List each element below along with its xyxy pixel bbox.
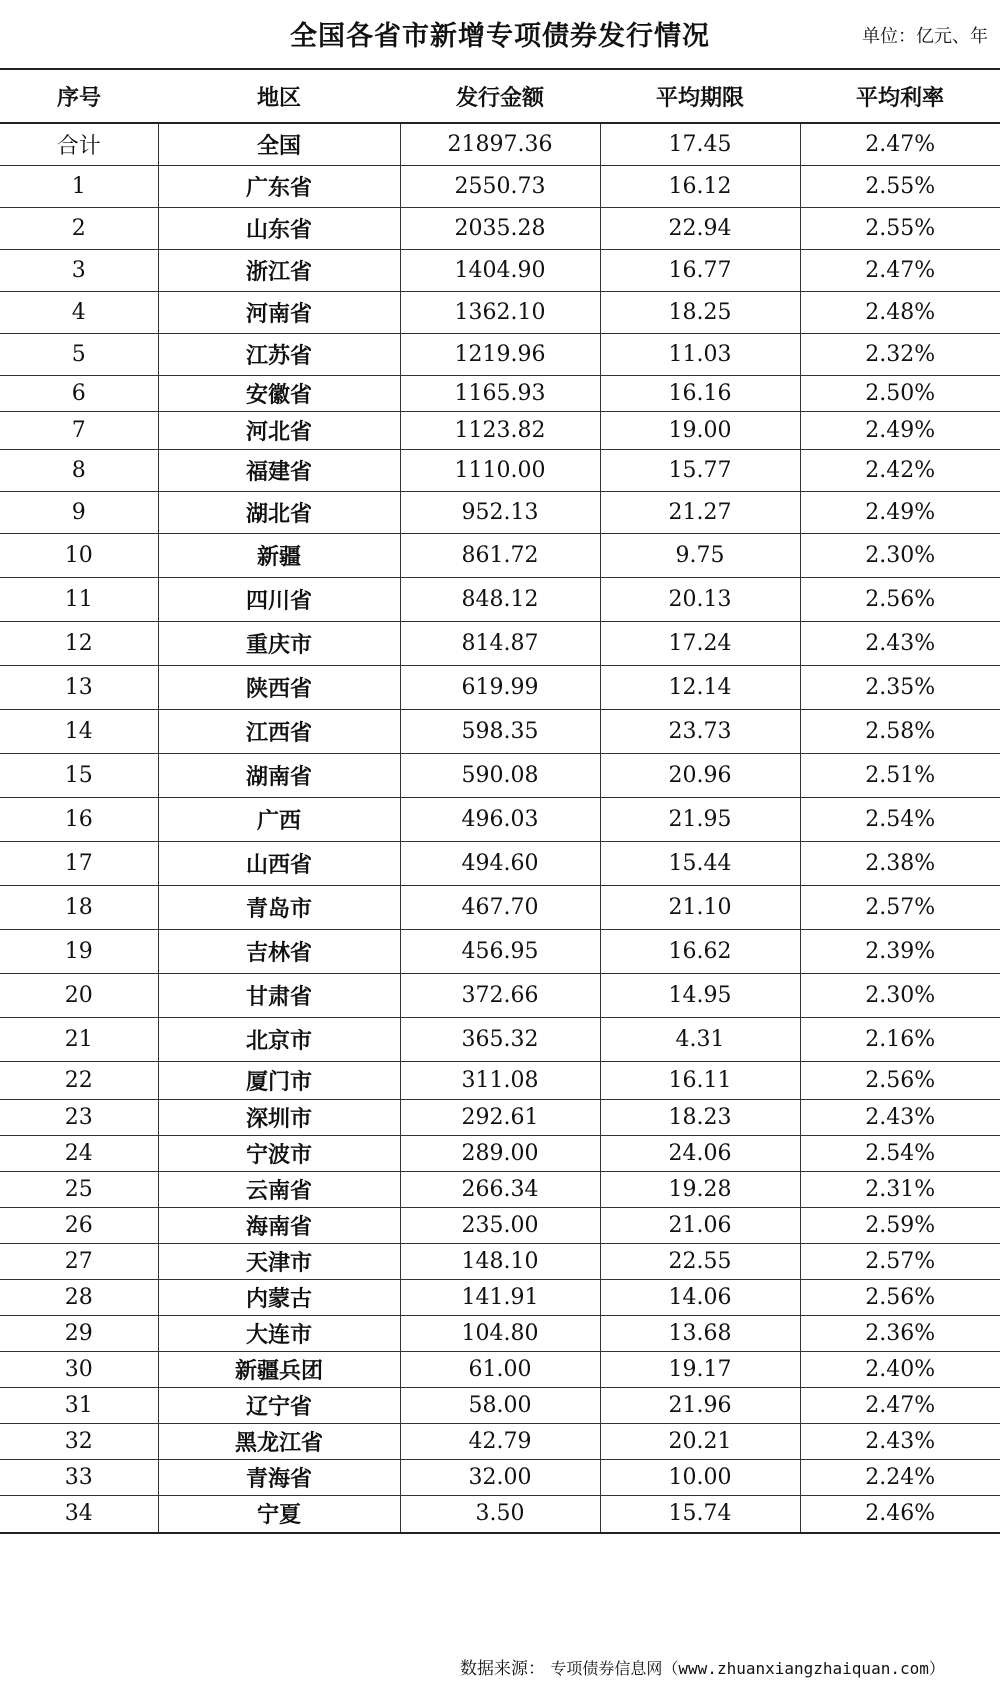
row-index: 2 xyxy=(0,207,158,249)
row-amount: 1362.10 xyxy=(400,291,600,333)
row-index: 34 xyxy=(0,1495,158,1533)
row-index: 12 xyxy=(0,621,158,665)
table-row xyxy=(0,885,1000,929)
row-amount: 598.35 xyxy=(400,709,600,753)
row-region: 云南省 xyxy=(158,1171,400,1207)
row-amount: 2550.73 xyxy=(400,165,600,207)
row-index: 21 xyxy=(0,1017,158,1061)
row-term: 18.25 xyxy=(600,291,800,333)
row-term: 20.96 xyxy=(600,753,800,797)
row-term: 23.73 xyxy=(600,709,800,753)
row-term: 14.06 xyxy=(600,1279,800,1315)
col-header-term: 平均期限 xyxy=(600,69,800,123)
row-amount: 104.80 xyxy=(400,1315,600,1351)
row-index: 31 xyxy=(0,1387,158,1423)
row-term: 16.62 xyxy=(600,929,800,973)
row-rate: 2.54% xyxy=(800,1135,1000,1171)
row-amount: 365.32 xyxy=(400,1017,600,1061)
table-row xyxy=(0,709,1000,753)
table-row xyxy=(0,165,1000,207)
row-index: 28 xyxy=(0,1279,158,1315)
row-amount: 21897.36 xyxy=(400,123,600,165)
row-term: 17.45 xyxy=(600,123,800,165)
row-rate: 2.49% xyxy=(800,491,1000,533)
row-region: 新疆 xyxy=(158,533,400,577)
row-term: 21.95 xyxy=(600,797,800,841)
row-rate: 2.47% xyxy=(800,249,1000,291)
row-region: 安徽省 xyxy=(158,375,400,411)
row-index: 25 xyxy=(0,1171,158,1207)
row-term: 15.44 xyxy=(600,841,800,885)
row-term: 24.06 xyxy=(600,1135,800,1171)
row-amount: 1165.93 xyxy=(400,375,600,411)
row-term: 22.55 xyxy=(600,1243,800,1279)
table-row xyxy=(0,533,1000,577)
table-row xyxy=(0,207,1000,249)
row-amount: 1404.90 xyxy=(400,249,600,291)
row-region: 内蒙古 xyxy=(158,1279,400,1315)
row-region: 天津市 xyxy=(158,1243,400,1279)
row-region: 江苏省 xyxy=(158,333,400,375)
source-label: 数据来源： xyxy=(460,1659,545,1679)
row-amount: 372.66 xyxy=(400,973,600,1017)
table-row xyxy=(0,1243,1000,1279)
row-rate: 2.49% xyxy=(800,411,1000,449)
row-index: 8 xyxy=(0,449,158,491)
row-amount: 619.99 xyxy=(400,665,600,709)
row-index: 13 xyxy=(0,665,158,709)
table-row xyxy=(0,665,1000,709)
row-region: 辽宁省 xyxy=(158,1387,400,1423)
row-region: 湖北省 xyxy=(158,491,400,533)
row-region: 厦门市 xyxy=(158,1061,400,1099)
table-row xyxy=(0,375,1000,411)
row-rate: 2.56% xyxy=(800,577,1000,621)
source-text: 专项债券信息网（www.zhuanxiangzhaiquan.com） xyxy=(550,1659,945,1678)
row-term: 19.00 xyxy=(600,411,800,449)
row-index: 1 xyxy=(0,165,158,207)
table-row xyxy=(0,333,1000,375)
row-amount: 1219.96 xyxy=(400,333,600,375)
col-header-region: 地区 xyxy=(158,69,400,123)
row-amount: 141.91 xyxy=(400,1279,600,1315)
total-row xyxy=(0,123,1000,165)
row-rate: 2.24% xyxy=(800,1459,1000,1495)
row-amount: 848.12 xyxy=(400,577,600,621)
row-region: 全国 xyxy=(158,123,400,165)
row-index: 15 xyxy=(0,753,158,797)
row-index: 29 xyxy=(0,1315,158,1351)
row-term: 21.96 xyxy=(600,1387,800,1423)
row-index: 14 xyxy=(0,709,158,753)
row-amount: 61.00 xyxy=(400,1351,600,1387)
table-row xyxy=(0,1207,1000,1243)
row-index: 18 xyxy=(0,885,158,929)
row-region: 福建省 xyxy=(158,449,400,491)
row-rate: 2.43% xyxy=(800,1423,1000,1459)
table-row xyxy=(0,797,1000,841)
table-row xyxy=(0,841,1000,885)
row-amount: 3.50 xyxy=(400,1495,600,1533)
row-term: 20.13 xyxy=(600,577,800,621)
row-term: 11.03 xyxy=(600,333,800,375)
row-amount: 235.00 xyxy=(400,1207,600,1243)
row-term: 16.11 xyxy=(600,1061,800,1099)
row-rate: 2.30% xyxy=(800,973,1000,1017)
row-region: 山东省 xyxy=(158,207,400,249)
row-term: 16.16 xyxy=(600,375,800,411)
row-region: 海南省 xyxy=(158,1207,400,1243)
row-region: 山西省 xyxy=(158,841,400,885)
row-index: 7 xyxy=(0,411,158,449)
table-row xyxy=(0,1099,1000,1135)
row-rate: 2.16% xyxy=(800,1017,1000,1061)
row-rate: 2.48% xyxy=(800,291,1000,333)
row-term: 17.24 xyxy=(600,621,800,665)
row-amount: 494.60 xyxy=(400,841,600,885)
row-amount: 148.10 xyxy=(400,1243,600,1279)
row-rate: 2.43% xyxy=(800,1099,1000,1135)
row-rate: 2.55% xyxy=(800,207,1000,249)
row-amount: 32.00 xyxy=(400,1459,600,1495)
row-region: 黑龙江省 xyxy=(158,1423,400,1459)
row-rate: 2.47% xyxy=(800,123,1000,165)
row-rate: 2.31% xyxy=(800,1171,1000,1207)
row-rate: 2.47% xyxy=(800,1387,1000,1423)
row-index: 33 xyxy=(0,1459,158,1495)
data-source-footer xyxy=(460,1654,945,1679)
row-region: 新疆兵团 xyxy=(158,1351,400,1387)
row-region: 甘肃省 xyxy=(158,973,400,1017)
row-amount: 311.08 xyxy=(400,1061,600,1099)
row-rate: 2.58% xyxy=(800,709,1000,753)
row-index: 19 xyxy=(0,929,158,973)
row-region: 大连市 xyxy=(158,1315,400,1351)
row-index: 24 xyxy=(0,1135,158,1171)
row-index: 17 xyxy=(0,841,158,885)
table-row xyxy=(0,1315,1000,1351)
row-rate: 2.57% xyxy=(800,885,1000,929)
row-rate: 2.51% xyxy=(800,753,1000,797)
row-term: 9.75 xyxy=(600,533,800,577)
row-term: 4.31 xyxy=(600,1017,800,1061)
table-row xyxy=(0,929,1000,973)
row-index: 3 xyxy=(0,249,158,291)
row-rate: 2.55% xyxy=(800,165,1000,207)
row-region: 宁波市 xyxy=(158,1135,400,1171)
table-row xyxy=(0,449,1000,491)
row-region: 广西 xyxy=(158,797,400,841)
row-amount: 266.34 xyxy=(400,1171,600,1207)
table-row xyxy=(0,249,1000,291)
row-rate: 2.56% xyxy=(800,1061,1000,1099)
row-region: 浙江省 xyxy=(158,249,400,291)
row-term: 19.17 xyxy=(600,1351,800,1387)
row-term: 16.12 xyxy=(600,165,800,207)
row-term: 12.14 xyxy=(600,665,800,709)
row-term: 22.94 xyxy=(600,207,800,249)
row-index: 合计 xyxy=(0,123,158,165)
row-rate: 2.56% xyxy=(800,1279,1000,1315)
row-rate: 2.46% xyxy=(800,1495,1000,1533)
row-term: 20.21 xyxy=(600,1423,800,1459)
table-row xyxy=(0,973,1000,1017)
row-rate: 2.40% xyxy=(800,1351,1000,1387)
row-region: 吉林省 xyxy=(158,929,400,973)
row-index: 10 xyxy=(0,533,158,577)
row-term: 15.77 xyxy=(600,449,800,491)
col-header-rate: 平均利率 xyxy=(800,69,1000,123)
table-row xyxy=(0,491,1000,533)
page-title: 全国各省市新增专项债券发行情况 xyxy=(290,21,710,52)
row-region: 河北省 xyxy=(158,411,400,449)
row-rate: 2.30% xyxy=(800,533,1000,577)
row-region: 北京市 xyxy=(158,1017,400,1061)
table-row xyxy=(0,291,1000,333)
row-rate: 2.38% xyxy=(800,841,1000,885)
row-amount: 861.72 xyxy=(400,533,600,577)
row-rate: 2.39% xyxy=(800,929,1000,973)
row-index: 4 xyxy=(0,291,158,333)
row-region: 江西省 xyxy=(158,709,400,753)
row-index: 11 xyxy=(0,577,158,621)
row-region: 河南省 xyxy=(158,291,400,333)
unit-note: 单位：亿元、年 xyxy=(862,26,988,47)
row-term: 10.00 xyxy=(600,1459,800,1495)
row-index: 16 xyxy=(0,797,158,841)
row-amount: 42.79 xyxy=(400,1423,600,1459)
row-index: 6 xyxy=(0,375,158,411)
table-row xyxy=(0,1387,1000,1423)
row-amount: 814.87 xyxy=(400,621,600,665)
table-row xyxy=(0,621,1000,665)
row-region: 广东省 xyxy=(158,165,400,207)
table-row xyxy=(0,1351,1000,1387)
table-row xyxy=(0,1459,1000,1495)
row-index: 20 xyxy=(0,973,158,1017)
table-body xyxy=(0,123,1000,1533)
row-term: 14.95 xyxy=(600,973,800,1017)
row-amount: 289.00 xyxy=(400,1135,600,1171)
bond-table xyxy=(0,68,1000,1534)
table-row xyxy=(0,1279,1000,1315)
table-row xyxy=(0,411,1000,449)
row-region: 重庆市 xyxy=(158,621,400,665)
col-header-amount: 发行金额 xyxy=(400,69,600,123)
row-region: 陕西省 xyxy=(158,665,400,709)
table-row xyxy=(0,577,1000,621)
header-row xyxy=(0,69,1000,123)
row-amount: 456.95 xyxy=(400,929,600,973)
row-region: 青岛市 xyxy=(158,885,400,929)
row-amount: 952.13 xyxy=(400,491,600,533)
row-amount: 496.03 xyxy=(400,797,600,841)
row-rate: 2.59% xyxy=(800,1207,1000,1243)
row-term: 15.74 xyxy=(600,1495,800,1533)
row-region: 青海省 xyxy=(158,1459,400,1495)
table-row xyxy=(0,753,1000,797)
row-term: 21.06 xyxy=(600,1207,800,1243)
row-index: 23 xyxy=(0,1099,158,1135)
row-rate: 2.50% xyxy=(800,375,1000,411)
row-term: 18.23 xyxy=(600,1099,800,1135)
row-rate: 2.35% xyxy=(800,665,1000,709)
row-region: 湖南省 xyxy=(158,753,400,797)
row-region: 宁夏 xyxy=(158,1495,400,1533)
table-row xyxy=(0,1495,1000,1533)
row-term: 21.27 xyxy=(600,491,800,533)
row-region: 四川省 xyxy=(158,577,400,621)
row-index: 26 xyxy=(0,1207,158,1243)
row-index: 5 xyxy=(0,333,158,375)
row-rate: 2.36% xyxy=(800,1315,1000,1351)
table-row xyxy=(0,1171,1000,1207)
table-row xyxy=(0,1423,1000,1459)
col-header-index: 序号 xyxy=(0,69,158,123)
row-amount: 1110.00 xyxy=(400,449,600,491)
table-row xyxy=(0,1017,1000,1061)
row-amount: 467.70 xyxy=(400,885,600,929)
row-amount: 590.08 xyxy=(400,753,600,797)
row-rate: 2.57% xyxy=(800,1243,1000,1279)
row-index: 27 xyxy=(0,1243,158,1279)
table-row xyxy=(0,1135,1000,1171)
row-term: 19.28 xyxy=(600,1171,800,1207)
row-index: 9 xyxy=(0,491,158,533)
row-index: 32 xyxy=(0,1423,158,1459)
row-region: 深圳市 xyxy=(158,1099,400,1135)
row-term: 21.10 xyxy=(600,885,800,929)
row-amount: 2035.28 xyxy=(400,207,600,249)
table-row xyxy=(0,1061,1000,1099)
row-index: 22 xyxy=(0,1061,158,1099)
row-rate: 2.54% xyxy=(800,797,1000,841)
row-term: 13.68 xyxy=(600,1315,800,1351)
row-index: 30 xyxy=(0,1351,158,1387)
row-rate: 2.42% xyxy=(800,449,1000,491)
row-amount: 58.00 xyxy=(400,1387,600,1423)
row-term: 16.77 xyxy=(600,249,800,291)
row-amount: 292.61 xyxy=(400,1099,600,1135)
row-amount: 1123.82 xyxy=(400,411,600,449)
row-rate: 2.32% xyxy=(800,333,1000,375)
row-rate: 2.43% xyxy=(800,621,1000,665)
